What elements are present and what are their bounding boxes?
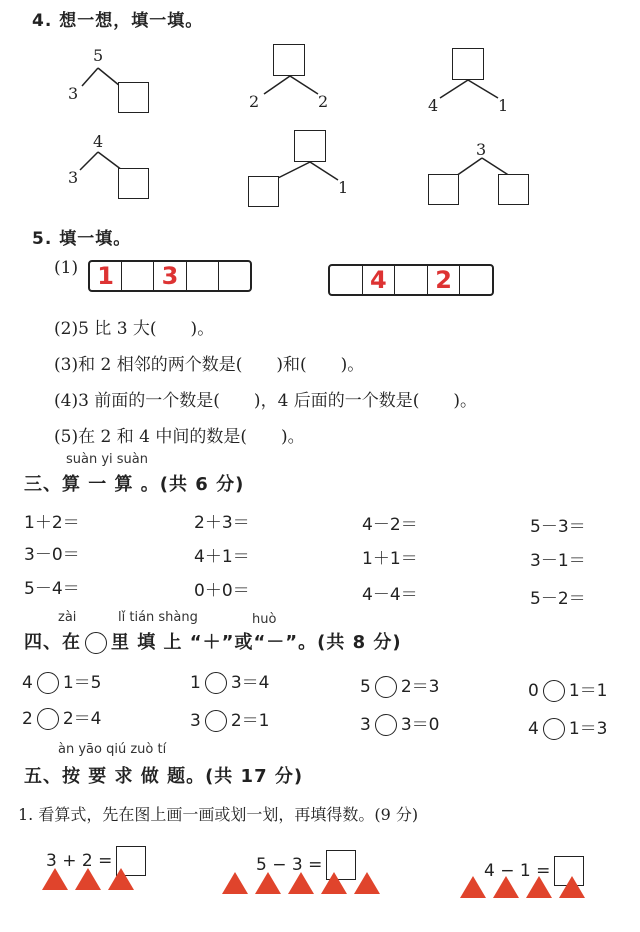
- s3-title: 三、算 一 算 。(共 6 分): [24, 474, 245, 495]
- s4-title-b: 里 填 上 “＋”或“－”。(共 8 分): [111, 632, 402, 653]
- triangle-icon: [526, 876, 552, 898]
- strip2-cell: 4: [363, 266, 396, 294]
- s4-pinyin-huo: huò: [252, 612, 277, 627]
- s4-pinyin-zai: zài: [58, 610, 77, 625]
- strip2-cell: 2: [428, 266, 461, 294]
- fill-sign-item: 5 2＝3: [360, 677, 440, 697]
- s5-q1: 1. 看算式，先在图上画一画或划一划，再填得数。(9 分): [18, 805, 419, 824]
- calc-item: 2＋3＝: [194, 513, 250, 533]
- tree2-left: 2: [249, 92, 260, 111]
- s5-title: 五、按 要 求 做 题。(共 17 分): [24, 766, 304, 787]
- q4-title: 4. 想一想，填一填。: [32, 11, 204, 31]
- fill-sign-item: 3 3＝0: [360, 715, 440, 735]
- expr-3: 4 − 1 =: [484, 856, 584, 886]
- strip1-cell: 1: [90, 262, 122, 290]
- calc-item: 5－3＝: [530, 517, 586, 537]
- q5-p5: (5)在 2 和 4 中间的数是( )。: [54, 427, 305, 447]
- tree4-top: 4: [93, 132, 104, 151]
- q5-p3: (3)和 2 相邻的两个数是( )和( )。: [54, 355, 365, 375]
- fill-sign-item: 0 1＝1: [528, 681, 608, 701]
- tree6-top: 3: [476, 140, 487, 159]
- calc-item: 0＋0＝: [194, 581, 250, 601]
- calc-item: 4＋1＝: [194, 547, 250, 567]
- tree5-right: 1: [338, 178, 349, 197]
- calc-item: 3－0＝: [24, 545, 80, 565]
- q5-title: 5. 填一填。: [32, 229, 132, 249]
- triangle-icon: [288, 872, 314, 894]
- expr-1: 3 + 2 =: [46, 846, 146, 876]
- fill-sign-item: 1 3＝4: [190, 673, 270, 693]
- fill-sign-item: 2 2＝4: [22, 709, 102, 729]
- calc-item: 4－4＝: [362, 585, 418, 605]
- calc-item: 3－1＝: [530, 551, 586, 571]
- q5-p2: (2)5 比 3 大( )。: [54, 319, 215, 339]
- tree4-left: 3: [68, 168, 79, 187]
- strip1-cell: 3: [154, 262, 186, 290]
- fill-sign-item: 4 1＝3: [528, 719, 608, 739]
- triangle-icon: [493, 876, 519, 898]
- tree3-right: 1: [498, 96, 509, 115]
- tree3-left: 4: [428, 96, 439, 115]
- triangle-icon: [42, 868, 68, 890]
- triangle-icon: [255, 872, 281, 894]
- triangle-icon: [460, 876, 486, 898]
- tree1-top: 5: [93, 46, 104, 65]
- triangle-icon: [354, 872, 380, 894]
- fill-sign-item: 4 1＝5: [22, 673, 102, 693]
- triangle-icon: [222, 872, 248, 894]
- q5-p1-label: (1): [54, 258, 79, 278]
- expr-2: 5 − 3 =: [256, 850, 356, 880]
- fill-sign-item: 3 2＝1: [190, 711, 270, 731]
- s4-title-a: 四、在: [24, 632, 81, 653]
- s4-pinyin-mid: lǐ tián shàng: [118, 610, 198, 625]
- tree1-left: 3: [68, 84, 79, 103]
- triangle-icon: [75, 868, 101, 890]
- calc-item: 1＋1＝: [362, 549, 418, 569]
- calc-item: 5－2＝: [530, 589, 586, 609]
- q5-p4: (4)3 前面的一个数是( )，4 后面的一个数是( )。: [54, 391, 478, 411]
- triangle-icon: [108, 868, 134, 890]
- calc-item: 1＋2＝: [24, 513, 80, 533]
- tree2-right: 2: [318, 92, 329, 111]
- triangle-icon: [321, 872, 347, 894]
- triangle-icon: [559, 876, 585, 898]
- s3-pinyin: suàn yi suàn: [66, 452, 149, 467]
- calc-item: 5－4＝: [24, 579, 80, 599]
- calc-item: 4－2＝: [362, 515, 418, 535]
- s5-pinyin: àn yāo qiú zuò tí: [58, 742, 167, 757]
